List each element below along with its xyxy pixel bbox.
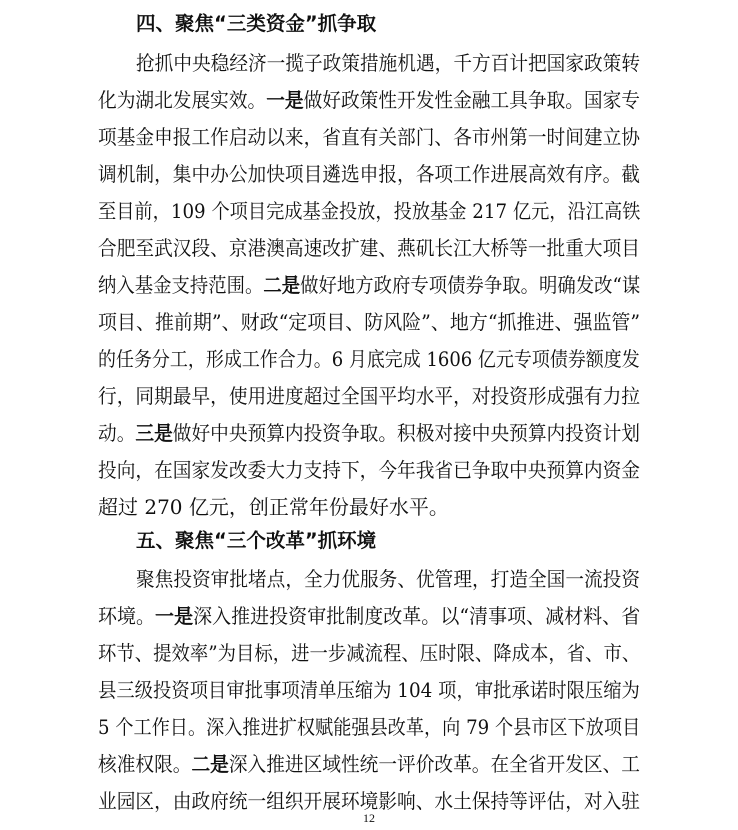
- paragraph-line: [98, 90, 640, 110]
- text-segment: 的任务分工，形成工作合力。6 月底完成 1606 亿元专项债券额度发: [98, 347, 640, 371]
- text-segment: 深入推进区域性统一评价改革。在全省开发区、工: [228, 752, 641, 776]
- paragraph-line: [98, 497, 449, 517]
- paragraph-line: [136, 569, 640, 589]
- text-segment: 做好政策性开发性金融工具争取。国家专: [303, 88, 640, 112]
- text-segment: 项基金申报工作启动以来，省直有关部门、各市州第一时间建立协: [98, 125, 640, 149]
- section-heading: 四、聚焦“三类资金”抓争取: [136, 12, 377, 35]
- bold-marker: 三是: [135, 421, 173, 445]
- text-segment: 投向，在国家发改委大力支持下，今年我省已争取中央预算内资金: [98, 458, 640, 482]
- paragraph-line: [98, 606, 640, 626]
- text-segment: 至目前，109 个项目完成基金投放，投放基金 217 亿元，沿江高铁: [98, 199, 641, 223]
- text-segment: 动。: [98, 421, 136, 445]
- text-segment: 环境。: [98, 604, 156, 628]
- bold-marker: 一是: [266, 88, 304, 112]
- paragraph-line: [98, 349, 640, 369]
- bold-marker: 二是: [263, 273, 301, 297]
- paragraph-line: [98, 238, 640, 258]
- text-segment: 项目、推前期”、财政“定项目、防风险”、地方“抓推进、强监管”: [98, 310, 641, 334]
- paragraph-line: [98, 460, 640, 480]
- paragraph-line: [98, 127, 640, 147]
- text-segment: 抢抓中央稳经济一揽子政策措施机遇，千方百计把国家政策转: [136, 51, 640, 75]
- paragraph-line: [98, 791, 640, 811]
- text-segment: 化为湖北发展实效。: [98, 88, 267, 112]
- paragraph-line: [98, 164, 640, 184]
- text-segment: 行，同期最早，使用进度超过全国平均水平，对投资形成强有力拉: [98, 384, 640, 408]
- text-segment: 5 个工作日。深入推进扩权赋能强县改革，向 79 个县市区下放项目: [98, 715, 641, 739]
- text-segment: 做好中央预算内投资争取。积极对接中央预算内投资计划: [172, 421, 641, 445]
- section-heading: 五、聚焦“三个改革”抓环境: [136, 529, 377, 552]
- text-segment: 聚焦投资审批堵点，全力优服务、优管理，打造全国一流投资: [136, 567, 640, 591]
- paragraph-line: [136, 53, 640, 73]
- paragraph-line: [98, 201, 640, 221]
- bold-marker: 一是: [155, 604, 194, 628]
- text-segment: 业园区，由政府统一组织开展环境影响、水土保持等评估，对入驻: [98, 789, 640, 813]
- paragraph-line: [98, 275, 640, 295]
- bold-marker: 二是: [191, 752, 229, 776]
- text-segment: 核准权限。: [98, 752, 192, 776]
- text-segment: 环节、提效率”为目标，进一步减流程、压时限、降成本，省、市、: [98, 641, 641, 665]
- paragraph-line: [98, 717, 640, 737]
- paragraph-line: [98, 312, 640, 332]
- paragraph-line: [98, 680, 640, 700]
- text-segment: 深入推进投资审批制度改革。以“清事项、减材料、省: [193, 604, 641, 628]
- text-segment: 纳入基金支持范围。: [98, 273, 264, 297]
- text-segment: 调机制，集中办公加快项目遴选申报，各项工作进展高效有序。截: [98, 162, 640, 186]
- paragraph-line: [98, 423, 640, 443]
- paragraph-line: [98, 386, 640, 406]
- text-segment: 县三级投资项目审批事项清单压缩为 104 项，审批承诺时限压缩为: [98, 678, 640, 702]
- paragraph-line: [98, 643, 640, 663]
- text-segment: 合肥至武汉段、京港澳高速改扩建、燕矶长江大桥等一批重大项目: [98, 236, 640, 260]
- text-segment: 做好地方政府专项债券争取。明确发改“谋: [300, 273, 641, 297]
- text-segment: 超过 270 亿元，创正常年份最好水平。: [98, 495, 449, 519]
- page-number: 12: [363, 811, 375, 825]
- paragraph-line: [98, 754, 640, 774]
